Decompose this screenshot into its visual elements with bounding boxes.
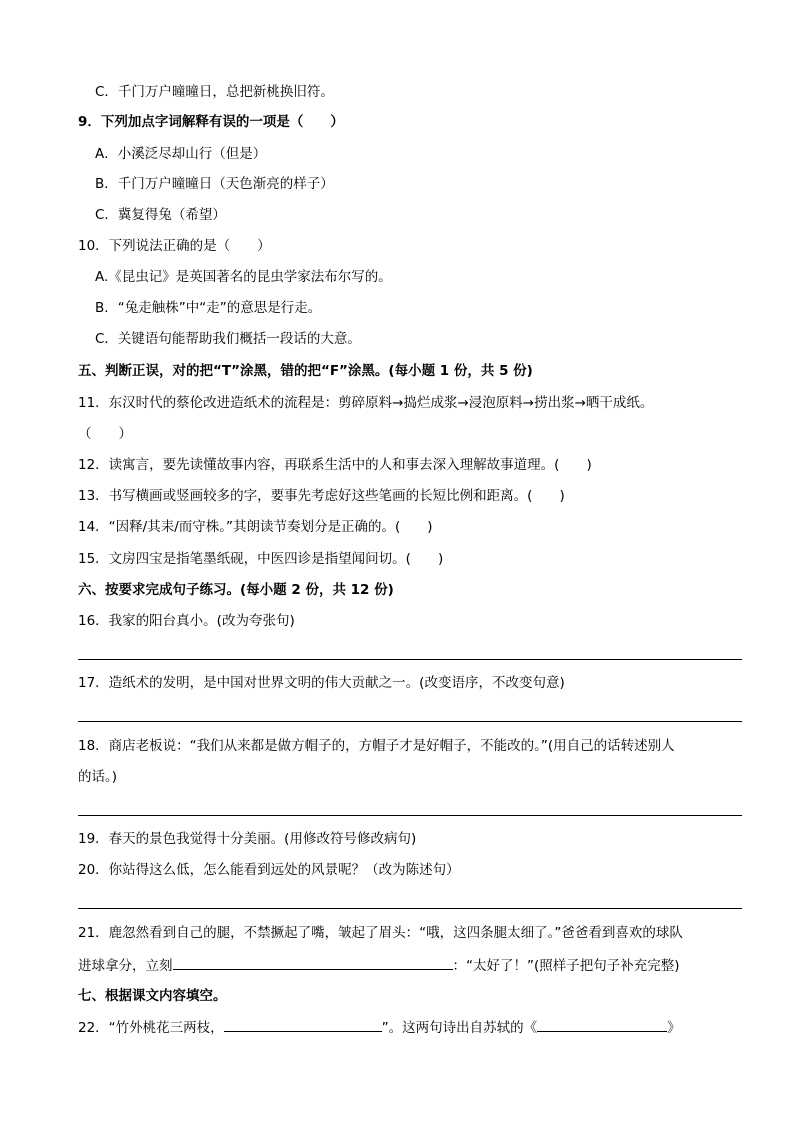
question-17: 17．造纸术的发明，是中国对世界文明的伟大贡献之一。(改变语序，不改变句意) (78, 675, 565, 691)
question-11: 11．东汉时代的蔡伦改进造纸术的流程是：剪碎原料→捣烂成浆→浸泡原料→捞出浆→晒干成纸。 (78, 395, 654, 411)
q22-blank-2[interactable] (537, 1017, 667, 1032)
question-14: 14．“因释/其耒/而守株。”其朗读节奏划分是正确的。( ) (78, 519, 433, 535)
question-9: 9．下列加点字词解释有误的一项是（ ） (78, 114, 344, 130)
q22-text-2: ”。这两句诗出自苏轼的《 (381, 1020, 538, 1036)
q22-text-1: 22．“竹外桃花三两枝， (78, 1020, 224, 1036)
q22-blank-1[interactable] (224, 1017, 382, 1032)
q21-text-after: ：“太好了！”(照样子把句子补充完整) (452, 958, 680, 974)
question-19: 19．春天的景色我觉得十分美丽。(用修改符号修改病句) (78, 831, 417, 847)
question-22 (78, 1017, 681, 1038)
q8-option-c: C．千门万户曈曈日，总把新桃换旧符。 (95, 84, 334, 100)
q10-option-c: C．关键语句能帮助我们概括一段话的大意。 (95, 331, 361, 347)
question-18-cont: 的话。) (78, 769, 118, 785)
question-16: 16．我家的阳台真小。(改为夸张句) (78, 613, 295, 629)
section-5-heading: 五、判断正误，对的把“T”涂黑，错的把“F”涂黑。(每小题 1 份，共 5 份) (78, 363, 533, 379)
question-20: 20．你站得这么低，怎么能看到远处的风景呢？（改为陈述句） (78, 862, 460, 878)
q9-option-c: C．冀复得兔（希望） (95, 207, 226, 223)
question-21: 21．鹿忽然看到自己的腿，不禁撅起了嘴，皱起了眉头：“哦，这四条腿太细了。”爸爸看到喜欢的球队 (78, 925, 683, 941)
answer-line-17[interactable] (78, 721, 742, 722)
question-15: 15．文房四宝是指笔墨纸砚，中医四诊是指望闻问切。( ) (78, 551, 444, 567)
question-21-cont (78, 955, 680, 976)
q10-option-b: B．“兔走触株”中“走”的意思是行走。 (95, 300, 322, 316)
question-18: 18．商店老板说：“我们从来都是做方帽子的，方帽子才是好帽子，不能改的。”(用自己的话转述别人 (78, 738, 675, 754)
q9-option-a: A．小溪泛尽却山行（但是） (95, 146, 267, 162)
q21-blank[interactable] (173, 955, 453, 970)
answer-line-16[interactable] (78, 659, 742, 660)
answer-line-20[interactable] (78, 908, 742, 909)
q9-option-b: B．千门万户曈曈日（天色渐亮的样子） (95, 176, 334, 192)
question-10: 10．下列说法正确的是（ ） (78, 238, 271, 254)
question-12: 12．读寓言，要先读懂故事内容，再联系生活中的人和事去深入理解故事道理。( ) (78, 457, 592, 473)
question-11-answer: （ ） (78, 426, 132, 442)
q21-text-before: 进球拿分，立刻 (78, 958, 173, 974)
q10-option-a: A.《昆虫记》是英国著名的昆虫学家法布尔写的。 (95, 269, 392, 285)
section-6-heading: 六、按要求完成句子练习。(每小题 2 份，共 12 份) (78, 582, 394, 598)
section-7-heading: 七、根据课文内容填空。 (78, 988, 227, 1004)
question-13: 13．书写横画或竖画较多的字，要事先考虑好这些笔画的长短比例和距离。( ) (78, 488, 565, 504)
q22-text-3: 》 (667, 1020, 681, 1036)
answer-line-18[interactable] (78, 815, 742, 816)
